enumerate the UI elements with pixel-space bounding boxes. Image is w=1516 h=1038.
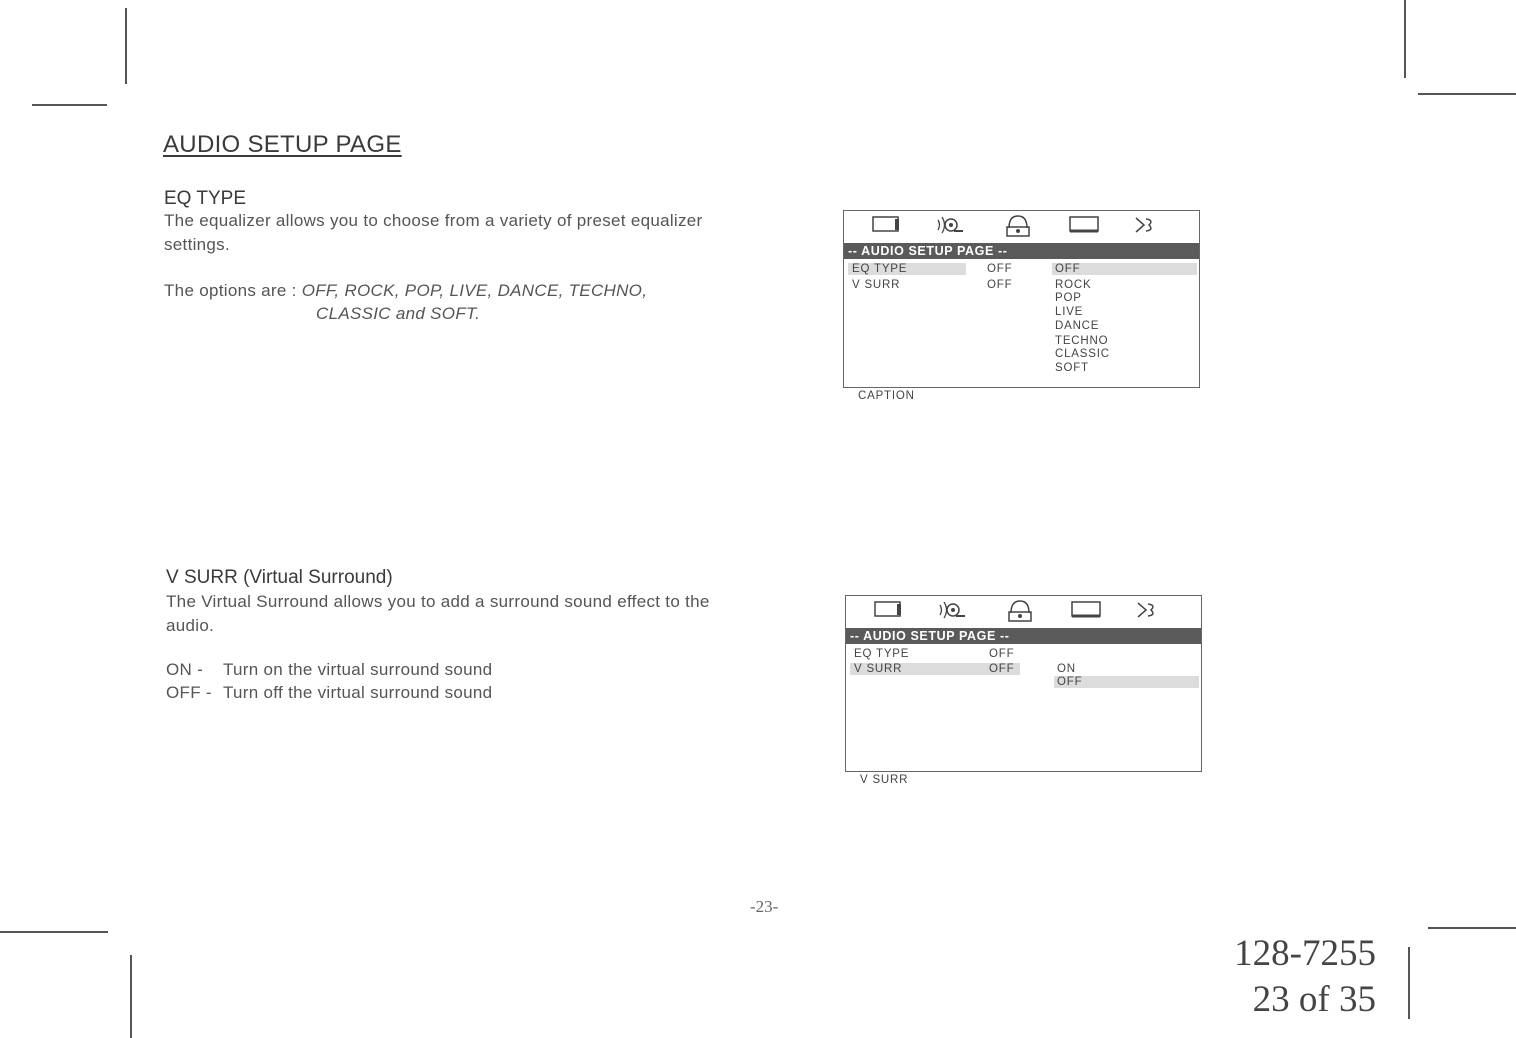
osd-menu-header: -- AUDIO SETUP PAGE -- (844, 243, 1199, 259)
video-screen-icon (1068, 214, 1102, 239)
exit-icon (1134, 599, 1160, 626)
osd-row-label[interactable]: EQ TYPE (854, 648, 910, 660)
osd-menu-header: -- AUDIO SETUP PAGE -- (846, 628, 1201, 644)
audio-setup-icon (936, 599, 968, 626)
preference-lock-icon (1006, 599, 1034, 628)
general-setup-icon (874, 599, 904, 624)
vsurr-off-label: OFF - (166, 683, 212, 702)
osd-option[interactable]: OFF (1057, 676, 1083, 688)
crop-mark (125, 8, 127, 84)
general-setup-icon (872, 214, 902, 239)
osd-row-label[interactable]: V SURR (854, 663, 903, 675)
osd-option[interactable]: SOFT (1055, 362, 1089, 374)
osd-row-value: OFF (989, 648, 1015, 660)
vsurr-on-label: ON - (166, 660, 204, 679)
video-screen-icon (1070, 599, 1104, 624)
crop-mark (1418, 93, 1516, 95)
osd-option[interactable]: ON (1057, 663, 1076, 675)
osd-row-label[interactable]: V SURR (852, 279, 901, 291)
crop-mark (1408, 947, 1410, 1019)
crop-mark (1404, 0, 1406, 78)
vsurr-description-line2: audio. (166, 616, 215, 635)
audio-setup-icon (934, 214, 966, 241)
eq-options-list: OFF, ROCK, POP, LIVE, DANCE, TECHNO, (301, 281, 648, 300)
eq-options-line1 (164, 279, 647, 303)
document-number: 128-7255 (1234, 933, 1376, 974)
osd-option[interactable]: OFF (1055, 263, 1081, 275)
crop-mark (130, 955, 132, 1038)
osd-option[interactable]: LIVE (1055, 306, 1084, 318)
eq-type-description-line2: settings. (164, 235, 231, 254)
osd-icon-bar (844, 211, 1199, 242)
osd-option[interactable]: TECHNO (1055, 335, 1109, 347)
osd-option[interactable]: CLASSIC (1055, 348, 1110, 360)
osd-option[interactable]: POP (1055, 292, 1082, 304)
osd-menu-eq-type (843, 210, 1200, 388)
crop-mark (32, 104, 107, 106)
osd-option[interactable]: ROCK (1055, 279, 1092, 291)
eq-options-prefix: The options are : (164, 281, 302, 300)
vsurr-on-text: Turn on the virtual surround sound (223, 660, 493, 679)
page-title: AUDIO SETUP PAGE (163, 131, 402, 158)
osd-row-label[interactable]: EQ TYPE (852, 263, 908, 275)
vsurr-description-line1: The Virtual Surround allows you to add a surround sound effect to the (166, 592, 710, 611)
osd-caption: CAPTION (858, 390, 915, 402)
vsurr-off-text: Turn off the virtual surround sound (223, 683, 493, 702)
page-number: -23- (750, 897, 779, 916)
eq-type-heading: EQ TYPE (164, 188, 247, 209)
osd-row-value: OFF (989, 663, 1015, 675)
eq-options-line2: CLASSIC and SOFT. (316, 304, 481, 323)
osd-row-value: OFF (987, 263, 1013, 275)
crop-mark (1428, 927, 1516, 929)
document-page-count: 23 of 35 (1252, 979, 1376, 1020)
exit-icon (1132, 214, 1158, 241)
osd-icon-bar (846, 596, 1201, 627)
eq-type-description-line1: The equalizer allows you to choose from a variety of preset equalizer (164, 211, 703, 230)
crop-mark (0, 931, 108, 933)
osd-menu-vsurr (845, 595, 1202, 772)
osd-option[interactable]: DANCE (1055, 320, 1100, 332)
osd-caption: V SURR (860, 774, 909, 786)
vsurr-heading: V SURR (Virtual Surround) (166, 567, 393, 588)
osd-row-value: OFF (987, 279, 1013, 291)
preference-lock-icon (1004, 214, 1032, 243)
